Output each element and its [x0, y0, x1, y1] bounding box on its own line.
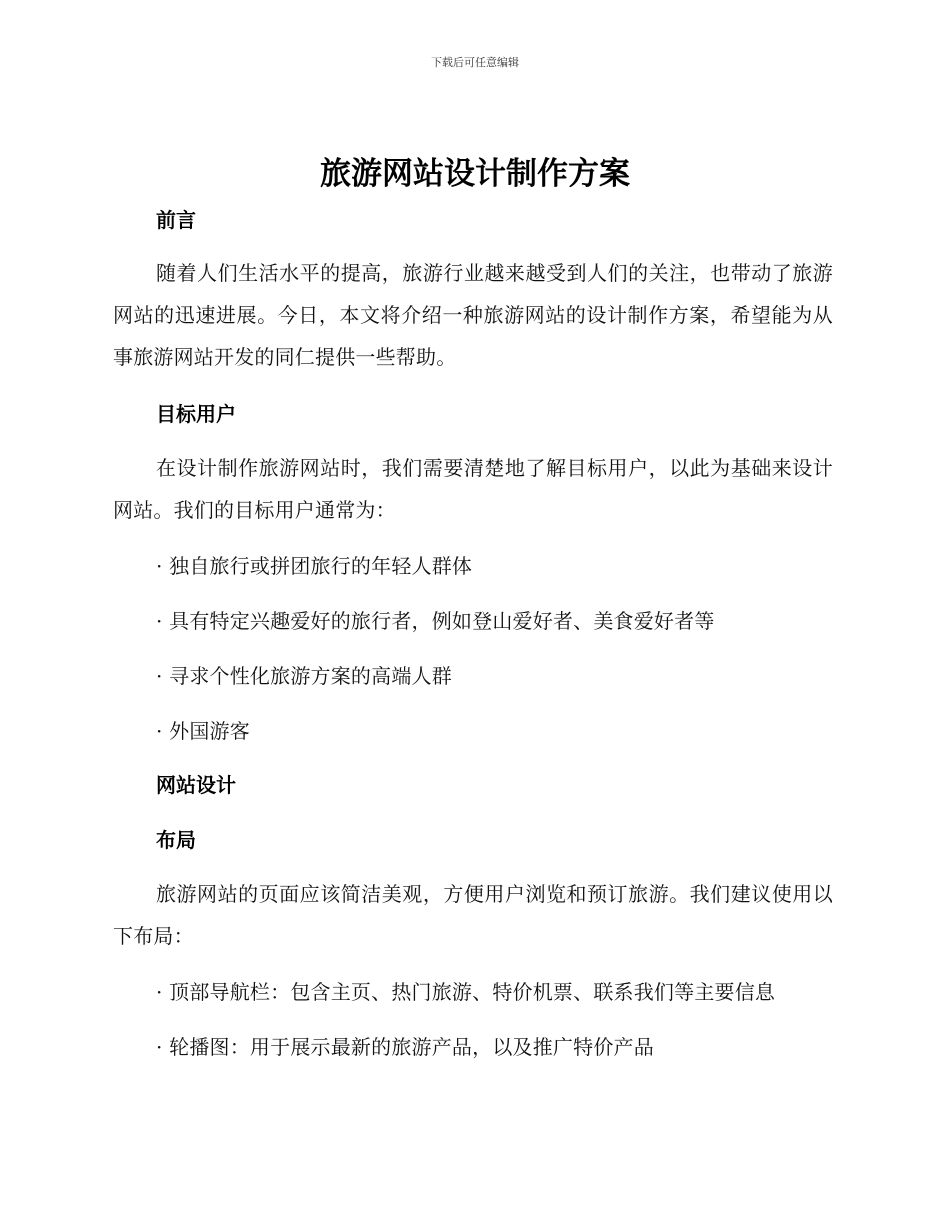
paragraph-layout: 旅游网站的页面应该简洁美观，方便用户浏览和预订旅游。我们建议使用以下布局： — [113, 882, 833, 948]
section-heading-preface: 前言 — [156, 208, 196, 232]
list-item-target-user: · 寻求个性化旅游方案的高端人群 — [156, 664, 452, 688]
page-header-note: 下载后可任意编辑 — [431, 56, 519, 69]
paragraph-target-users: 在设计制作旅游网站时，我们需要清楚地了解目标用户，以此为基础来设计网站。我们的目标用户通常为： — [113, 456, 833, 522]
section-heading-site-design: 网站设计 — [156, 773, 236, 797]
list-item-target-user: · 具有特定兴趣爱好的旅行者，例如登山爱好者、美食爱好者等 — [156, 609, 715, 633]
section-heading-layout: 布局 — [156, 828, 196, 852]
list-item-layout: · 轮播图：用于展示最新的旅游产品，以及推广特价产品 — [156, 1035, 654, 1059]
section-heading-target-users: 目标用户 — [156, 402, 236, 426]
list-item-target-user: · 外国游客 — [156, 719, 250, 743]
list-item-target-user: · 独自旅行或拼团旅行的年轻人群体 — [156, 554, 473, 578]
document-title: 旅游网站设计制作方案 — [320, 156, 630, 192]
paragraph-preface: 随着人们生活水平的提高，旅游行业越来越受到人们的关注，也带动了旅游网站的迅速进展。今日，本文将介绍一种旅游网站的设计制作方案，希望能为从事旅游网站开发的同仁提供一些帮助。 — [113, 261, 833, 369]
list-item-layout: · 顶部导航栏：包含主页、热门旅游、特价机票、联系我们等主要信息 — [156, 980, 776, 1004]
